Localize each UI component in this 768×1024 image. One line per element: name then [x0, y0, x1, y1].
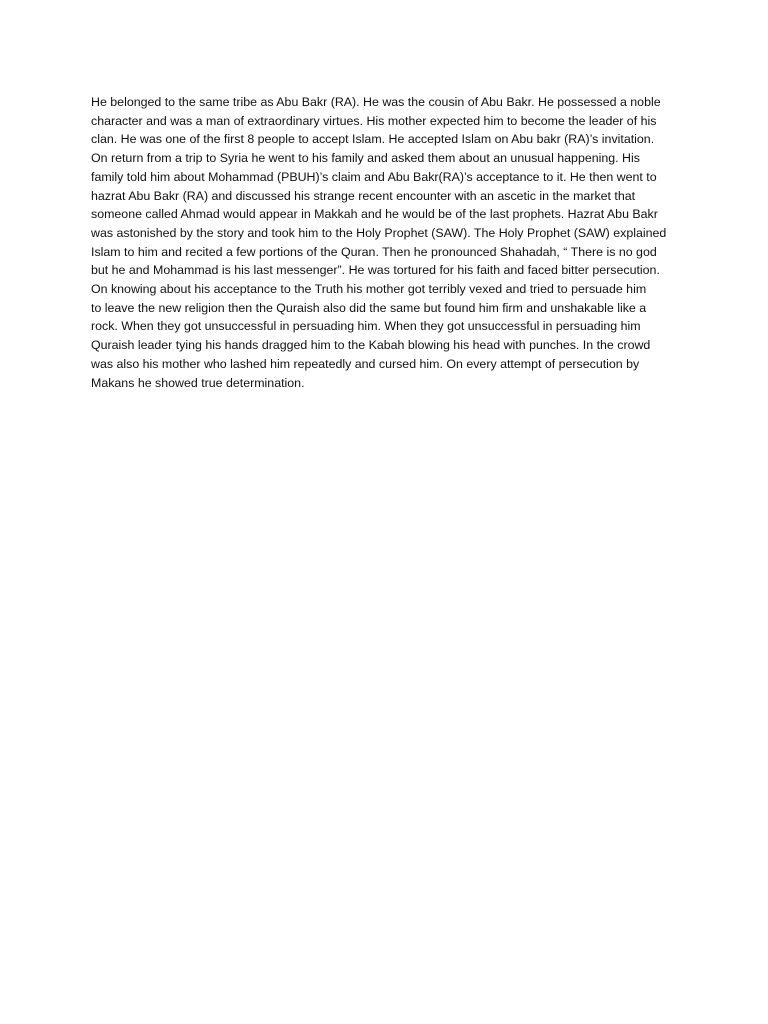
text-line-8: was astonished by the story and took him to the Holy Prophet (SAW). The Holy Prophet (SAW) explained: [91, 225, 667, 240]
text-line-10: but he and Mohammad is his last messenger”. He was tortured for his faith and faced bitter persecution.: [91, 263, 660, 278]
text-line-2: character and was a man of extraordinary virtues. His mother expected him to become the leader of his: [91, 113, 657, 128]
text-line-5: family told him about Mohammad (PBUH)’s claim and Abu Bakr(RA)’s acceptance to it. He then went to: [91, 169, 657, 184]
text-line-3: clan. He was one of the first 8 people to accept Islam. He accepted Islam on Abu bakr (RA)’s invitation.: [91, 132, 655, 147]
body-paragraph: [91, 93, 679, 392]
text-line-4: On return from a trip to Syria he went to his family and asked them about an unusual happening. His: [91, 151, 640, 166]
text-line-1: He belonged to the same tribe as Abu Bakr (RA). He was the cousin of Abu Bakr. He possessed a noble: [91, 95, 661, 109]
text-line-15: was also his mother who lashed him repeatedly and cursed him. On every attempt of persecution by: [91, 356, 640, 371]
text-line-14: Quraish leader tying his hands dragged him to the Kabah blowing his head with punches. In the crowd: [91, 338, 651, 353]
text-line-9: Islam to him and recited a few portions of the Quran. Then he pronounced Shahadah, “ There is no god: [91, 244, 657, 259]
text-line-16: Makans he showed true determination.: [91, 375, 305, 390]
text-line-13: rock. When they got unsuccessful in persuading him. When they got unsuccessful in persuading him: [91, 319, 641, 334]
text-line-6: hazrat Abu Bakr (RA) and discussed his strange recent encounter with an ascetic in the market that: [91, 188, 636, 203]
text-line-12: to leave the new religion then the Quraish also did the same but found him firm and unshakable like a: [91, 300, 647, 315]
text-line-11: On knowing about his acceptance to the Truth his mother got terribly vexed and tried to persuade him: [91, 282, 647, 297]
text-line-7: someone called Ahmad would appear in Makkah and he would be of the last prophets. Hazrat Abu Bakr: [91, 207, 658, 222]
